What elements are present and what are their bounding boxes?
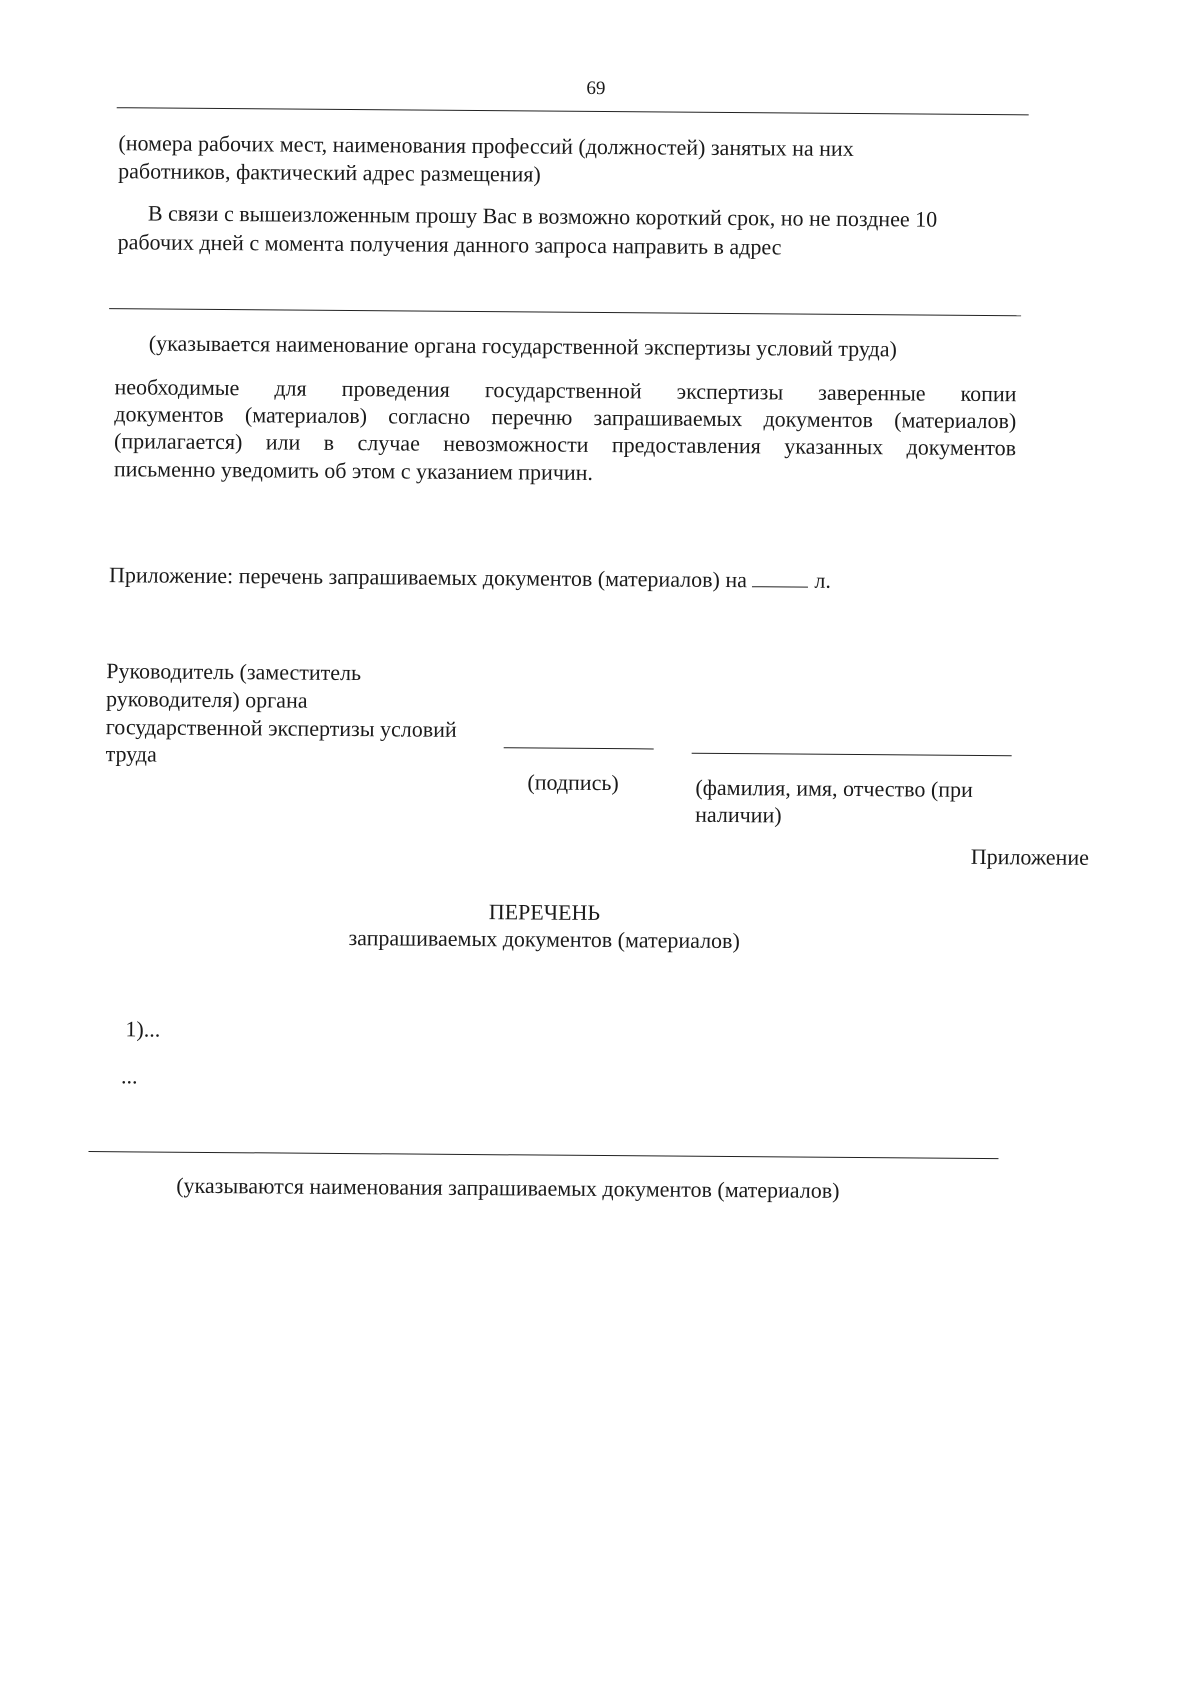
name-caption-line-2: наличии) [695,801,782,828]
body-line-3: (прилагается) или в случае невозможности предоставления указанных документов [113,428,1017,461]
workplaces-caption-line-2: работников, фактический адрес размещения) [118,158,541,187]
signer-line-2: руководителя) органа [105,686,308,713]
request-line-1: В связи с вышеизложенным прошу Вас в возможно короткий срок, но не позднее 10 [147,200,938,232]
workplaces-line [117,107,1029,115]
signer-line-1: Руководитель (заместитель [106,658,362,686]
appendix-label: Приложение [970,843,1090,870]
name-caption-line-1: (фамилия, имя, отчество (при [695,774,973,802]
list-subtitle: запрашиваемых документов (материалов) [348,925,740,954]
list-title: ПЕРЕЧЕНЬ [488,899,601,926]
signature-line [504,747,654,749]
authority-caption: (указывается наименование органа государственной экспертизы условий труда) [148,330,897,362]
documents-line [89,1151,999,1159]
authority-line [109,308,1021,316]
attachment-text: Приложение: перечень запрашиваемых документов (материалов) на [108,562,748,593]
name-line [692,753,1012,757]
body-line-2: документов (материалов) согласно перечню запрашиваемых документов (материалов) [114,401,1017,434]
request-line-2: рабочих дней с момента получения данного запроса направить в адрес [117,229,782,260]
signature-caption: (подпись) [527,769,619,796]
body-line-1: необходимые для проведения государственной экспертизы заверенные копии [114,374,1017,407]
list-item-1: 1)... [125,1016,161,1042]
body-line-4: письменно уведомить об этом с указанием причин. [113,456,594,485]
list-item-more: ... [121,1063,138,1089]
documents-caption: (указываются наименования запрашиваемых документов (материалов) [176,1172,840,1203]
attachment-line [109,562,831,594]
attachment-suffix: л. [814,567,832,593]
signer-line-4: труда [105,741,157,767]
page-number: 69 [586,77,606,100]
workplaces-caption-line-1: (номера рабочих мест, наименования профессий (должностей) занятых на них [118,130,854,161]
signer-line-3: государственной экспертизы условий [105,714,457,742]
pages-count-blank [752,568,808,587]
